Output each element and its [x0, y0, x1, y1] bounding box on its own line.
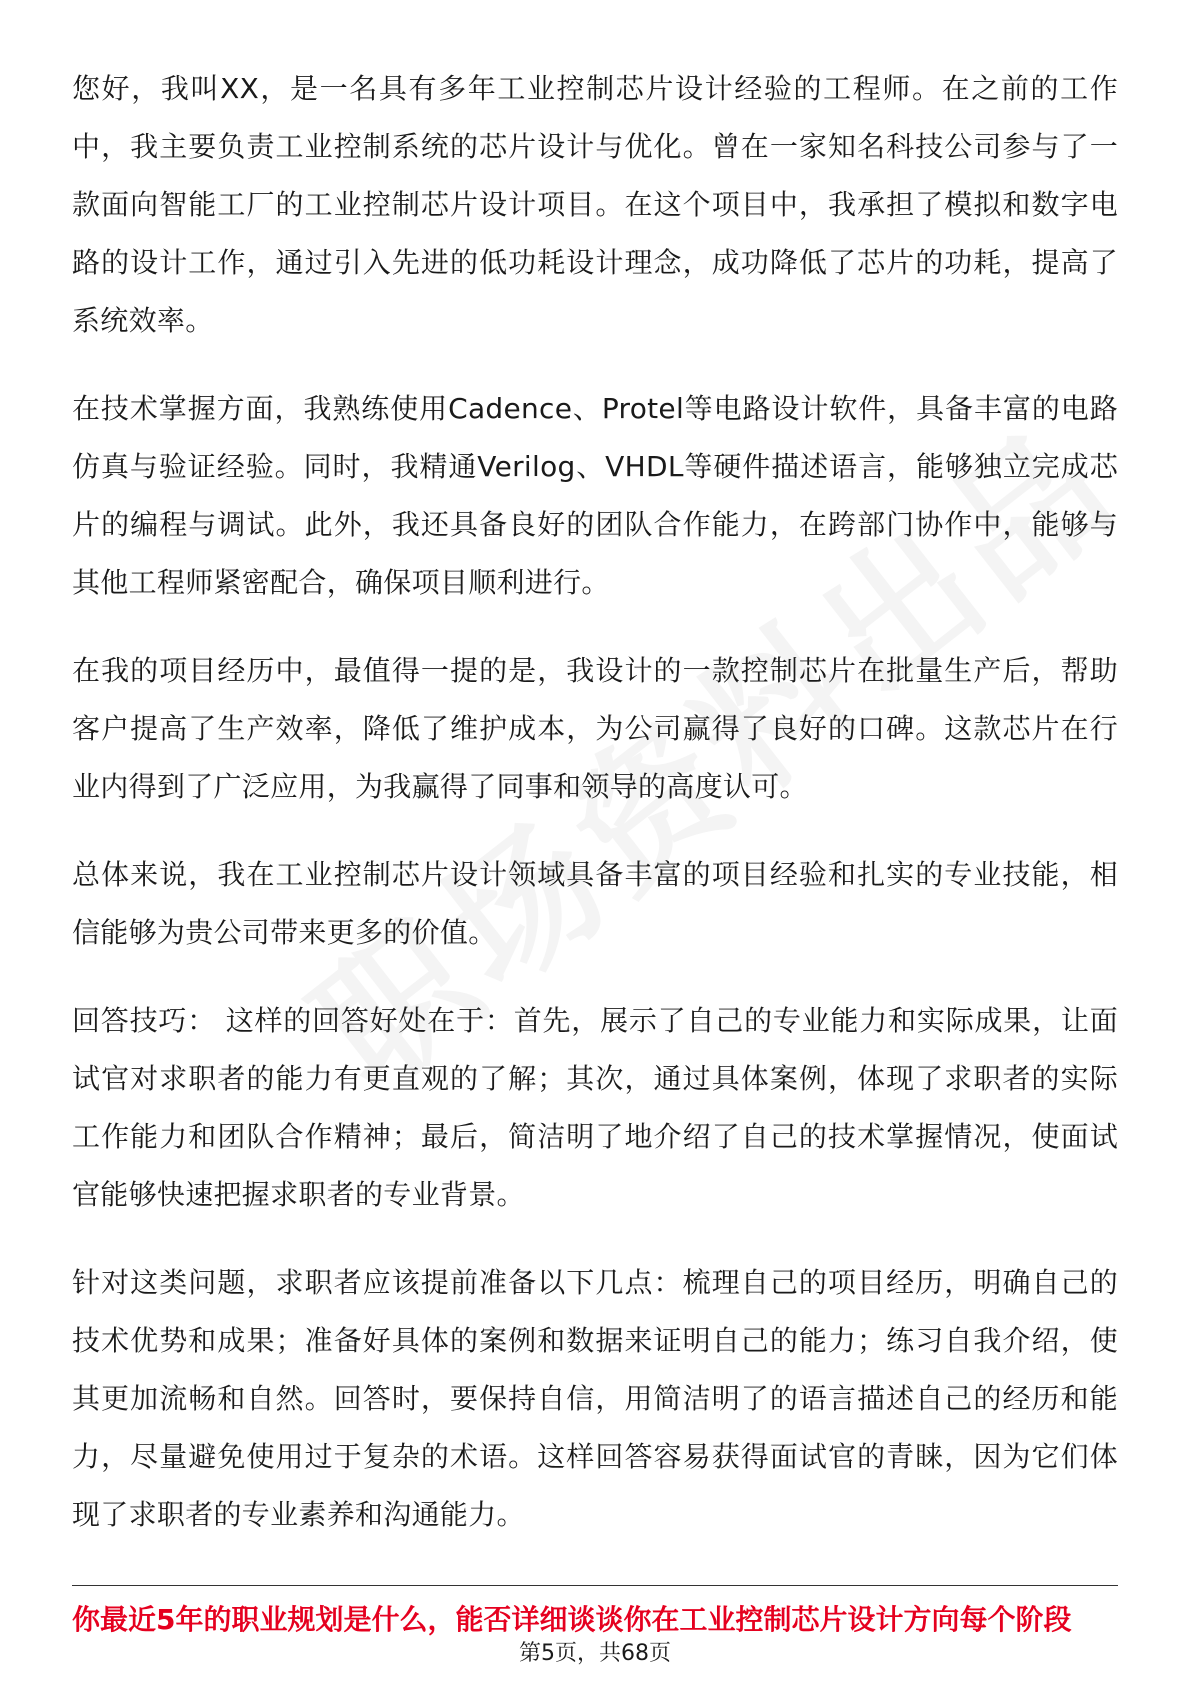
answer-paragraph-project: 在我的项目经历中，最值得一提的是，我设计的一款控制芯片在批量生产后，帮助客户提高了生产效率，降低了维护成本，为公司赢得了良好的口碑。这款芯片在行业内得到了广泛应用，为我赢得了同事和领导的高度认可。 — [72, 654, 1118, 803]
answer-paragraph-summary: 总体来说，我在工业控制芯片设计领域具备丰富的项目经验和扎实的专业技能，相信能够为贵公司带来更多的价值。 — [72, 858, 1118, 949]
answer-tips-paragraph: 回答技巧： 这样的回答好处在于：首先，展示了自己的专业能力和实际成果，让面试官对求职者的能力有更直观的了解；其次，通过具体案例，体现了求职者的实际工作能力和团队合作精神；最后，简洁明了地介绍了自己的技术掌握情况，使面试官能够快速把握求职者的专业背景。 — [72, 1004, 1118, 1211]
section-divider — [72, 1585, 1118, 1586]
preparation-advice-paragraph: 针对这类问题，求职者应该提前准备以下几点：梳理自己的项目经历，明确自己的技术优势和成果；准备好具体的案例和数据来证明自己的能力；练习自我介绍，使其更加流畅和自然。回答时，要保持自信，用简洁明了的语言描述自己的经历和能力，尽量避免使用过于复杂的术语。这样回答容易获得面试官的青睐，因为它们体现了求职者的专业素养和沟通能力。 — [72, 1266, 1118, 1531]
answer-paragraph-skills: 在技术掌握方面，我熟练使用Cadence、Protel等电路设计软件，具备丰富的电路仿真与验证经验。同时，我精通Verilog、VHDL等硬件描述语言，能够独立完成芯片的编程与调试。此外，我还具备良好的团队合作能力，在跨部门协作中，能够与其他工程师紧密配合，确保项目顺利进行。 — [72, 392, 1118, 599]
page-number-footer: 第5页，共68页 — [519, 1641, 671, 1666]
answer-body — [72, 60, 1118, 1544]
answer-paragraph-intro: 您好，我叫XX，是一名具有多年工业控制芯片设计经验的工程师。在之前的工作中，我主要负责工业控制系统的芯片设计与优化。曾在一家知名科技公司参与了一款面向智能工厂的工业控制芯片设计项目。在这个项目中，我承担了模拟和数字电路的设计工作，通过引入先进的低功耗设计理念，成功降低了芯片的功耗，提高了系统效率。 — [72, 72, 1118, 337]
next-question-heading: 你最近5年的职业规划是什么，能否详细谈谈你在工业控制芯片设计方向每个阶段 — [72, 1603, 1072, 1636]
